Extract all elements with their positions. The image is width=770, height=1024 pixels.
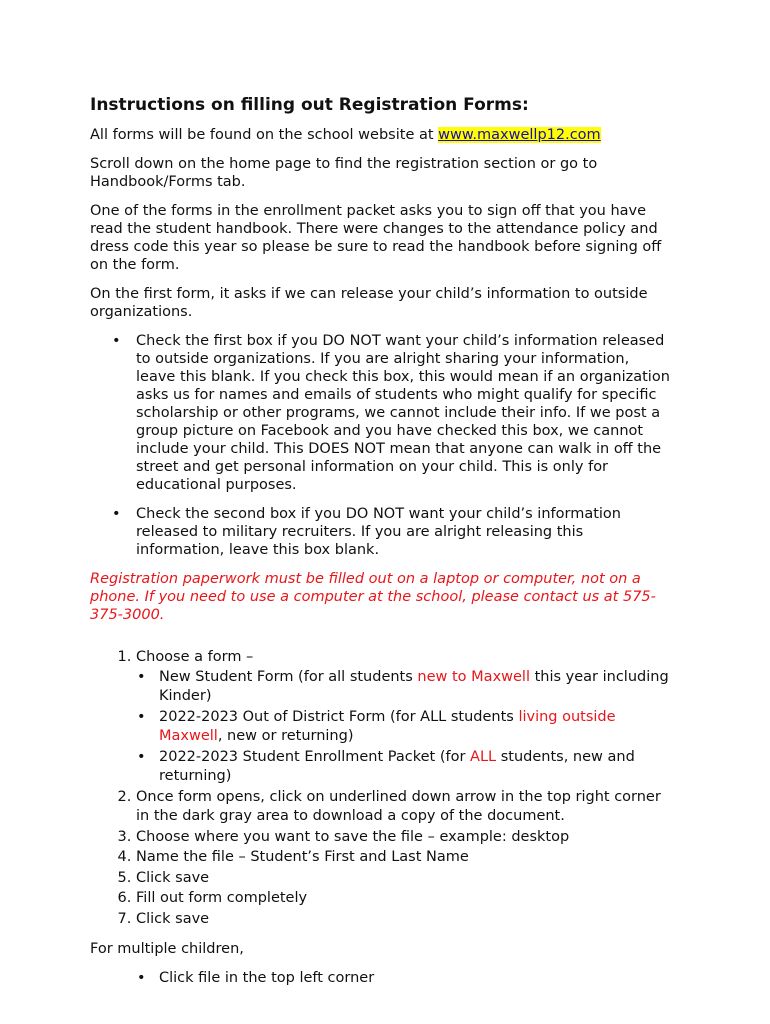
step-item: 7. Click save: [136, 910, 670, 930]
list-item: • Click file in the top left corner: [159, 969, 670, 989]
intro-text: All forms will be found on the school website at: [90, 127, 439, 143]
step-item: 6. Fill out form completely: [136, 889, 670, 909]
handbook-paragraph: One of the forms in the enrollment packet asks you to sign off that you have read the student handbook. There were changes to the attendance policy and dress code this year so please be sure to read the handbook before signing off on the form.: [90, 203, 662, 273]
computer-notice: Registration paperwork must be filled out on a laptop or computer, not on a phone. If you need to use a computer at the school, please contact us at 575-375-3000.: [90, 571, 656, 623]
website-link[interactable]: www.maxwellp12.com: [438, 127, 601, 143]
form-option-highlight: living outside Maxwell: [159, 708, 616, 744]
form-option: [159, 668, 670, 707]
multiple-children-list: [90, 969, 670, 989]
release-paragraph: On the first form, it asks if we can release your child’s information to outside organizations.: [90, 286, 648, 320]
form-option-text: this year including Kinder): [159, 668, 669, 704]
list-item: • Check the second box if you DO NOT want your child’s information released to military recruiters. If you are alright releasing this information, leave this box blank.: [136, 505, 670, 559]
document-page: [90, 94, 670, 989]
list-item: • Check the first box if you DO NOT want your child’s information released to outside organizations. If you are alright sharing your information, leave this blank. If you check this box, this would mean if an organization asks us for names and emails of students who might qualify for specific scholarship or other programs, we cannot include their info. If we post a group picture on Facebook and you have checked this box, we cannot include your child. This DOES NOT mean that anyone can walk in off the street and get personal information on your child. This is only for educational purposes.: [136, 332, 670, 494]
multiple-children-paragraph: For multiple children,: [90, 941, 244, 957]
step-item: [136, 648, 670, 787]
form-option-text: 2022-2023 Student Enrollment Packet (for: [159, 748, 471, 765]
form-options-list: [136, 668, 670, 787]
form-option-text: New Student Form (for all students: [159, 668, 418, 685]
step-item: 3. Choose where you want to save the file – example: desktop: [136, 828, 670, 848]
step-item: 2. Once form opens, click on underlined down arrow in the top right corner in the dark gray area to download a copy of the document.: [136, 788, 670, 827]
form-option-text: , new or returning): [217, 728, 354, 744]
scroll-paragraph: Scroll down on the home page to find the registration section or go to Handbook/Forms tab.: [90, 156, 598, 190]
step-item: 5. Click save: [136, 869, 670, 889]
form-option: [159, 708, 670, 747]
form-option-text: students, new and returning): [159, 748, 635, 784]
step-text: Choose a form –: [136, 649, 254, 665]
form-option-highlight: ALL: [470, 748, 497, 765]
steps-list: [90, 648, 670, 929]
intro-paragraph: [90, 126, 670, 144]
form-option: [159, 748, 670, 787]
form-option-highlight: new to Maxwell: [417, 668, 530, 685]
step-item: 4. Name the file – Student’s First and Last Name: [136, 848, 670, 868]
form-option-text: 2022-2023 Out of District Form (for ALL students: [159, 708, 519, 725]
page-title: Instructions on filling out Registration Forms:: [90, 95, 529, 115]
release-bullet-list: [90, 332, 670, 559]
